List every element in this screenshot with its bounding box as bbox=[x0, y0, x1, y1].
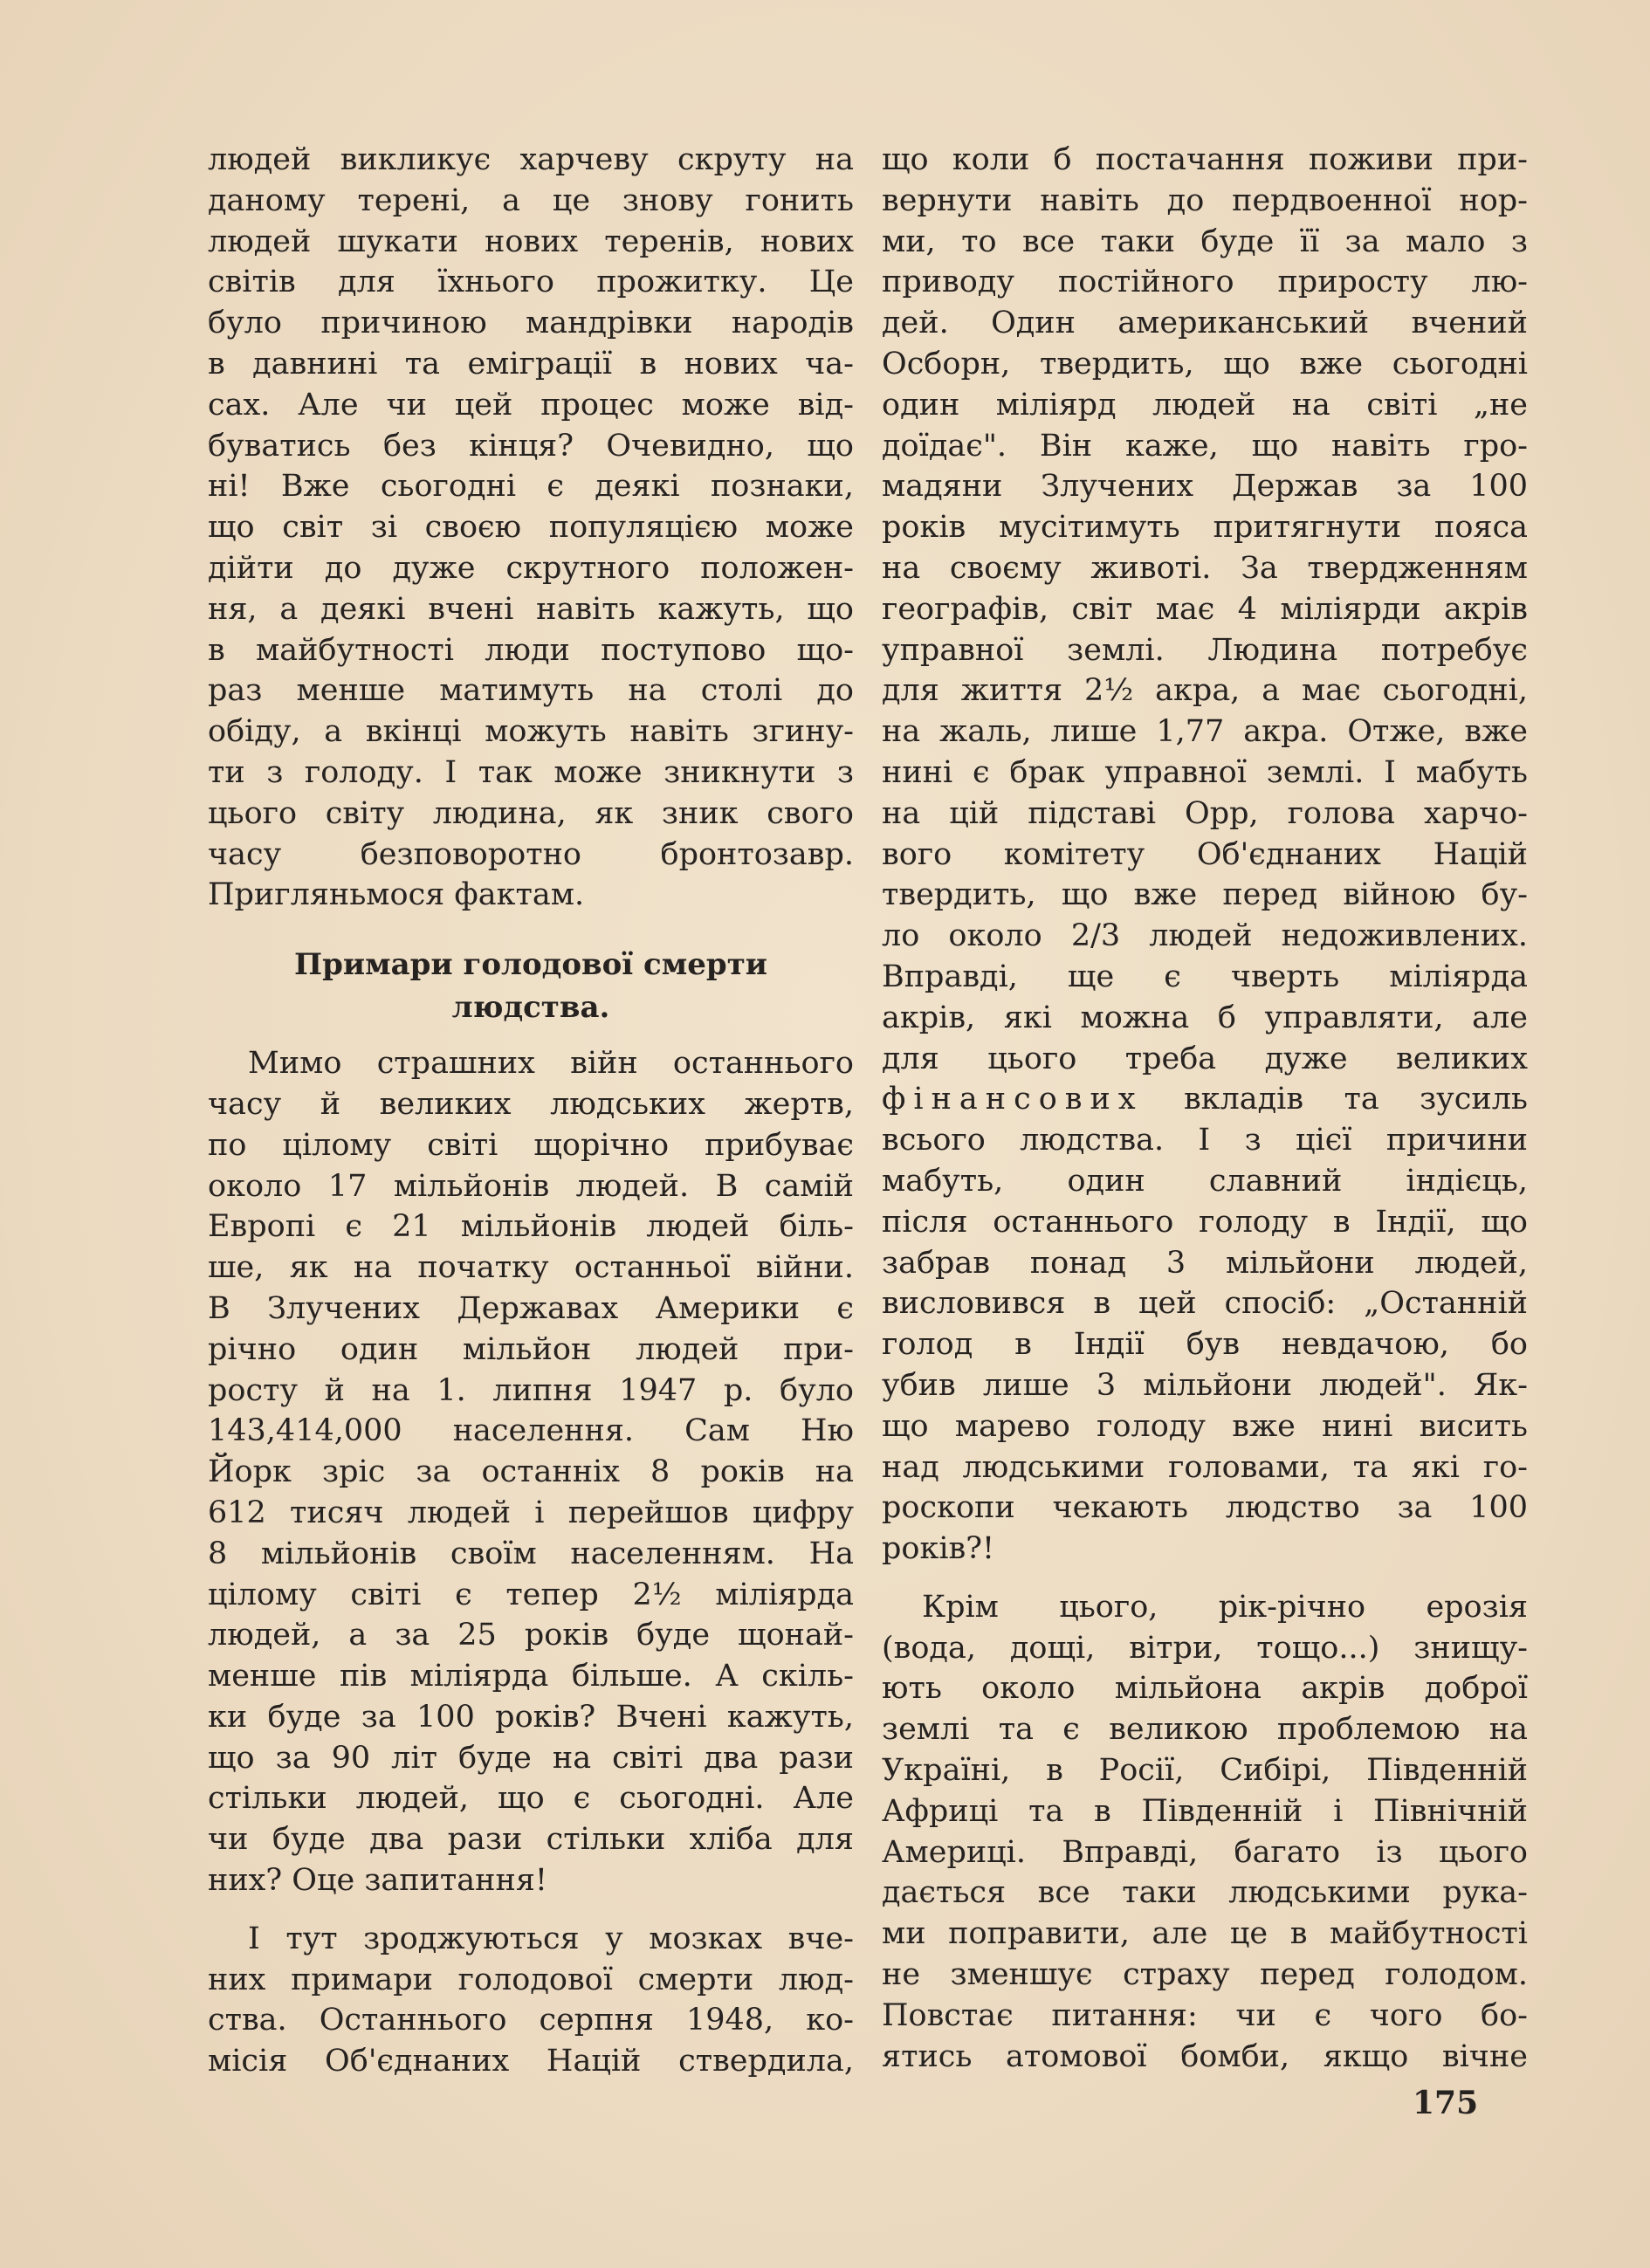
text-line: Повстає питання: чи є чого бо- bbox=[882, 1997, 1528, 2033]
text-line: ше, як на початку останньої війни. bbox=[208, 1250, 854, 1286]
paragraph bbox=[208, 1919, 854, 2082]
text-line: ки буде за 100 років? Вчені кажуть, bbox=[208, 1699, 854, 1735]
text-fragment: вкладів та зусиль bbox=[1183, 1082, 1528, 1117]
text-line: росту й на 1. липня 1947 р. було bbox=[208, 1372, 854, 1408]
text-line: Йорк зріс за останніх 8 років на bbox=[208, 1454, 854, 1490]
text-line: (вода, дощі, вітри, тощо...) знищу- bbox=[882, 1630, 1528, 1666]
text-line: нині є брак управної землі. І мабуть bbox=[882, 754, 1528, 790]
text-line: в майбутності люди поступово що- bbox=[208, 632, 854, 668]
text-line: 612 тисяч людей і перейшов цифру bbox=[208, 1495, 854, 1530]
text-line: них примари голодової смерти люд- bbox=[208, 1962, 854, 1997]
text-line: ства. Останнього серпня 1948, ко- bbox=[208, 2003, 854, 2038]
text-line: приводу постійного приросту лю- bbox=[882, 265, 1528, 300]
text-line: ми поправити, але це в майбутності bbox=[882, 1916, 1528, 1952]
text-line: для життя 2½ акра, а має сьогодні, bbox=[882, 673, 1528, 709]
text-line: людей, а за 25 років буде щонай- bbox=[208, 1618, 854, 1653]
text-line: Крім цього, рік-річно ерозія bbox=[922, 1589, 1528, 1625]
text-line: раз менше матимуть на столі до bbox=[208, 673, 854, 709]
text-line: акрів, які можна б управляти, але bbox=[882, 1000, 1528, 1035]
text-line: місія Об'єднаних Націй ствердила, bbox=[208, 2044, 854, 2079]
text-line: сах. Але чи цей процес може від- bbox=[208, 387, 854, 423]
text-line: дей. Один американський вчений bbox=[882, 306, 1528, 341]
text-line: Африці та в Південній і Північній bbox=[882, 1793, 1528, 1829]
text-line: людей шукати нових теренів, нових bbox=[208, 223, 854, 259]
page-number: 175 bbox=[1413, 2085, 1479, 2121]
text-line: В Злучених Державах Америки є bbox=[208, 1290, 854, 1326]
text-line: в давнині та еміграції в нових ча- bbox=[208, 346, 854, 381]
text-line: обіду, а вкінці можуть навіть згину- bbox=[208, 714, 854, 750]
text-line: менше пів міліярда більше. А скіль- bbox=[208, 1659, 854, 1694]
text-line: около 17 мільйонів людей. В самій bbox=[208, 1168, 854, 1204]
text-line: один міліярд людей на світі „не bbox=[882, 387, 1528, 423]
text-line: ня, а деякі вчені навіть кажуть, що bbox=[208, 591, 854, 627]
text-line: по цілому світі щорічно прибуває bbox=[208, 1127, 854, 1163]
text-line: географів, світ має 4 міліярди акрів bbox=[882, 591, 1528, 627]
text-line: даному терені, а це знову гонить bbox=[208, 182, 854, 218]
right-text-column bbox=[882, 140, 1528, 2077]
text-line: ні! Вже сьогодні є деякі познаки, bbox=[208, 469, 854, 505]
text-line: чи буде два рази стільки хліба для bbox=[208, 1822, 854, 1858]
text-line: всього людства. І з цієї причини bbox=[882, 1123, 1528, 1158]
text-line: стільки людей, що є сьогодні. Але bbox=[208, 1781, 854, 1817]
text-line: буватись без кінця? Очевидно, що bbox=[208, 428, 854, 464]
paragraph bbox=[882, 1120, 1528, 1570]
text-line: доїдає". Він каже, що навіть гро- bbox=[882, 428, 1528, 464]
text-line: для цього треба дуже великих bbox=[882, 1041, 1528, 1076]
text-line bbox=[882, 1079, 1528, 1120]
text-line: Америці. Вправді, багато із цього bbox=[882, 1834, 1528, 1870]
text-line: 8 мільйонів своїм населенням. На bbox=[208, 1536, 854, 1571]
text-line: ють около мільйона акрів доброї bbox=[882, 1671, 1528, 1707]
paragraph bbox=[882, 140, 1528, 1079]
text-line: часу й великих людських жертв, bbox=[208, 1086, 854, 1122]
text-line: Мимо страшних війн останнього bbox=[248, 1046, 854, 1082]
text-line: висловився в цей спосіб: „Останній bbox=[882, 1286, 1528, 1322]
text-line: роскопи чекають людство за 100 bbox=[882, 1490, 1528, 1526]
text-line: дійти до дуже скрутного положен- bbox=[208, 550, 854, 586]
text-line: управної землі. Людина потребує bbox=[882, 632, 1528, 668]
text-line: на цій підставі Орр, голова харчо- bbox=[882, 795, 1528, 831]
text-line: людей викликує харчеву скруту на bbox=[208, 142, 854, 177]
text-line: ятись атомової бомби, якщо вічне bbox=[882, 2038, 1528, 2074]
text-line: І тут зроджуються у мозках вче- bbox=[248, 1921, 854, 1956]
text-line: що світ зі своєю популяцією може bbox=[208, 510, 854, 546]
heading-line: людства. bbox=[451, 990, 610, 1026]
text-line: голод в Індії був невдачою, бо bbox=[882, 1327, 1528, 1363]
text-line: Україні, в Росії, Сибірі, Південній bbox=[882, 1753, 1528, 1789]
left-text-column bbox=[208, 140, 854, 2082]
emphasized-word: фінансових bbox=[882, 1082, 1144, 1117]
text-line: землі та є великою проблемою на bbox=[882, 1712, 1528, 1748]
text-line: на своєму животі. За твердженням bbox=[882, 550, 1528, 586]
text-line: вого комітету Об'єднаних Націй bbox=[882, 836, 1528, 872]
text-line: Вправді, ще є чверть міліярда bbox=[882, 959, 1528, 994]
text-line: що коли б постачання поживи при- bbox=[882, 142, 1528, 177]
text-line: після останнього голоду в Індії, що bbox=[882, 1204, 1528, 1240]
text-line: мадяни Злучених Держав за 100 bbox=[882, 469, 1528, 505]
paragraph bbox=[208, 140, 854, 916]
text-line: ло около 2/3 людей недоживлених. bbox=[882, 918, 1528, 954]
text-line: Осборн, твердить, що вже сьогодні bbox=[882, 346, 1528, 381]
text-line: мабуть, один славний індієць, bbox=[882, 1163, 1528, 1199]
text-line: річно один мільйон людей при- bbox=[208, 1331, 854, 1367]
text-line: Пригляньмося фактам. bbox=[208, 877, 585, 913]
text-line: дається все таки людськими рука- bbox=[882, 1875, 1528, 1911]
text-line: цього світу людина, як зник свого bbox=[208, 795, 854, 831]
section-heading bbox=[208, 944, 854, 1029]
paragraph bbox=[882, 1587, 1528, 2078]
text-line: на жаль, лише 1,77 акра. Отже, вже bbox=[882, 714, 1528, 750]
text-line: твердить, що вже перед війною бу- bbox=[882, 877, 1528, 913]
paragraph bbox=[208, 1043, 854, 1901]
text-line: років мусітимуть притягнути пояса bbox=[882, 510, 1528, 546]
text-line: не зменшує страху перед голодом. bbox=[882, 1957, 1528, 1993]
text-line: що за 90 літ буде на світі два рази bbox=[208, 1740, 854, 1776]
heading-line: Примари голодової смерти bbox=[294, 947, 767, 983]
text-line: часу безповоротно бронтозавр. bbox=[208, 836, 854, 872]
text-line: над людськими головами, та які го- bbox=[882, 1449, 1528, 1485]
text-line: що марево голоду вже нині висить bbox=[882, 1408, 1528, 1444]
text-line: було причиною мандрівки народів bbox=[208, 306, 854, 341]
text-line: забрав понад 3 мільйони людей, bbox=[882, 1245, 1528, 1281]
text-line: світів для їхнього прожитку. Це bbox=[208, 265, 854, 300]
text-line: вернути навіть до пердвоенної нор- bbox=[882, 182, 1528, 218]
text-line: цілому світі є тепер 2½ міліярда bbox=[208, 1577, 854, 1612]
text-line: ти з голоду. І так може зникнути з bbox=[208, 754, 854, 790]
text-line: убив лише 3 мільйони людей". Як- bbox=[882, 1367, 1528, 1403]
text-line: них? Оце запитання! bbox=[208, 1863, 547, 1899]
text-line: років?! bbox=[882, 1531, 995, 1567]
text-line: ми, то все таки буде її за мало з bbox=[882, 223, 1528, 259]
text-line: Европі є 21 мільйонів людей біль- bbox=[208, 1209, 854, 1245]
text-line: 143,414,000 населення. Сам Ню bbox=[208, 1413, 854, 1449]
